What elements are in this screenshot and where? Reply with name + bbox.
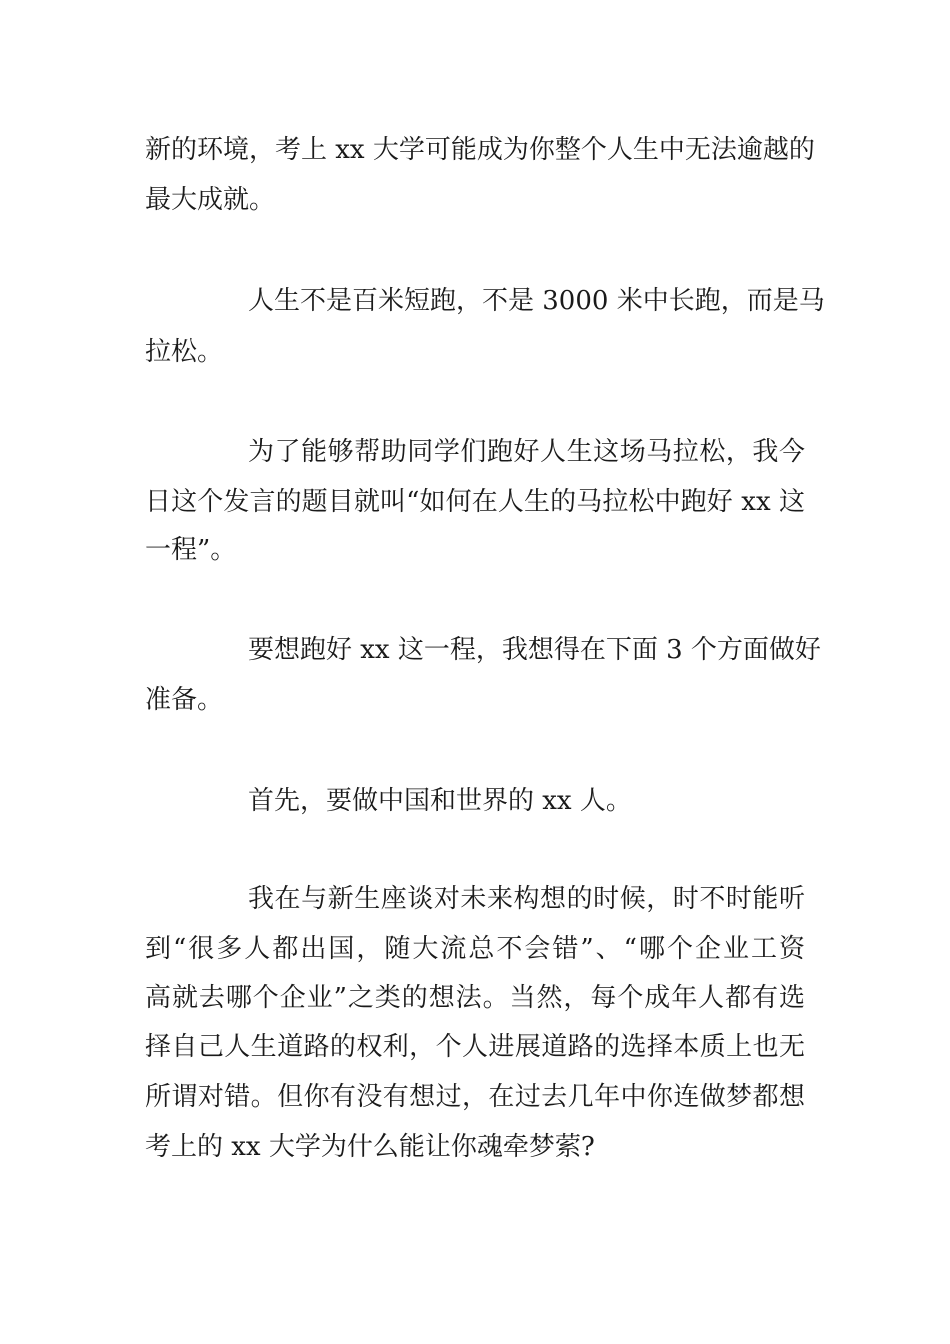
paragraph-3-line-3: 一程”。 (145, 535, 237, 565)
paragraph-6-line-1: 我在与新生座谈对未来构想的时候，时不时能听 (248, 884, 805, 914)
paragraph-6-line-5: 所谓对错。但你有没有想过，在过去几年中你连做梦都想 (145, 1082, 805, 1112)
paragraph-1-line-2: 最大成就。 (145, 185, 276, 215)
paragraph-3-line-2: 日这个发言的题目就叫“如何在人生的马拉松中跑好 xx 这 (145, 487, 805, 517)
paragraph-6-line-2: 到“很多人都出国，随大流总不会错”、“哪个企业工资 (145, 934, 805, 964)
paragraph-4-line-1: 要想跑好 xx 这一程，我想得在下面 3 个方面做好 (248, 635, 821, 665)
paragraph-6-line-3: 高就去哪个企业”之类的想法。当然，每个成年人都有选 (145, 983, 805, 1013)
paragraph-6-line-4: 择自己人生道路的权利，个人进展道路的选择本质上也无 (145, 1032, 805, 1062)
paragraph-5-line-1: 首先，要做中国和世界的 xx 人。 (248, 786, 632, 816)
paragraph-6-line-6: 考上的 xx 大学为什么能让你魂牵梦萦? (145, 1132, 595, 1162)
paragraph-3-line-1: 为了能够帮助同学们跑好人生这场马拉松，我今 (248, 437, 805, 467)
paragraph-4-line-2: 准备。 (145, 685, 224, 715)
paragraph-1-line-1: 新的环境，考上 xx 大学可能成为你整个人生中无法逾越的 (145, 135, 815, 165)
paragraph-2-line-1: 人生不是百米短跑，不是 3000 米中长跑，而是马 (248, 286, 825, 316)
paragraph-2-line-2: 拉松。 (145, 337, 224, 367)
